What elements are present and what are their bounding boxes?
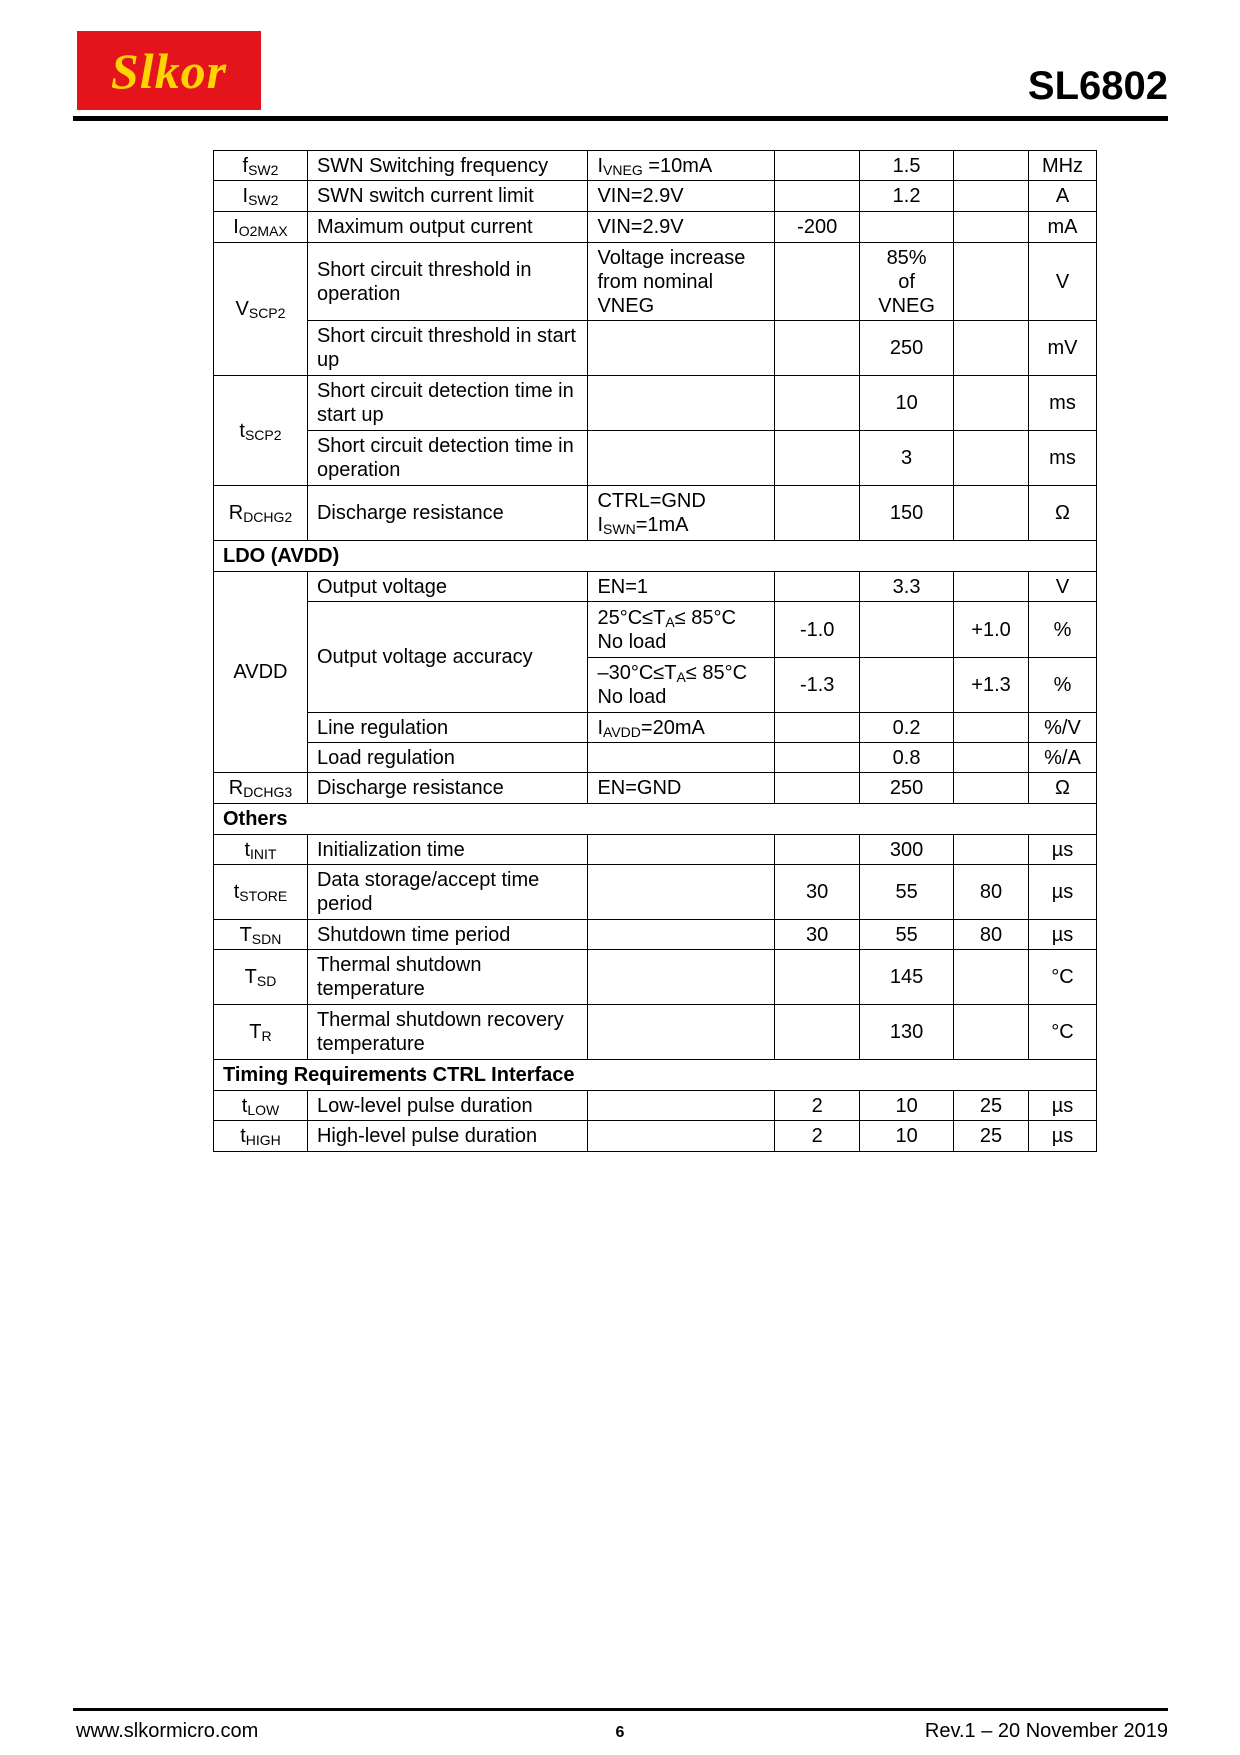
- table-row: Short circuit detection time in operation 3 ms: [214, 431, 1097, 486]
- table-row: $R_{DCHG3}$ Discharge resistance EN=GND 250 Ω: [214, 773, 1097, 804]
- table-row: AVDD Output voltage EN=1 3.3 V: [214, 572, 1097, 602]
- company-logo: [77, 31, 261, 110]
- table-row: $t_{SCP2}$ Short circuit detection time in start up 10 ms: [214, 376, 1097, 431]
- table-row: Output voltage accuracy $25^\circ C\le T_A\le 85^\circ C$ No load -1.0 +1.0 %: [214, 602, 1097, 658]
- document-number: SL6802: [1027, 64, 1168, 108]
- section-header: Others: [214, 804, 1097, 835]
- table-row: $f_{SW2}$ SWN Switching frequency $I_{VNEG} =10mA$ 1.5 MHz: [214, 151, 1097, 181]
- table-row: $T_{SD}$ Thermal shutdown temperature 145 °C: [214, 950, 1097, 1005]
- section-header: Timing Requirements CTRL Interface: [214, 1060, 1097, 1091]
- table-row: $t_{INIT}$ Initialization time 300 µs: [214, 835, 1097, 865]
- logo-text: Slkor: [110, 42, 228, 99]
- footer-revision: Rev.1 – 20 November 2019: [924, 1720, 1168, 1742]
- header-rule: [73, 116, 1168, 121]
- footer-website: www.slkormicro.com: [76, 1720, 259, 1742]
- electrical-characteristics-table: [213, 150, 1097, 1152]
- table-row: $I_{SW2}$ SWN switch current limit VIN=2.9V 1.2 A: [214, 181, 1097, 212]
- table-row: $t_{STORE}$ Data storage/accept time period 30 55 80 µs: [214, 865, 1097, 920]
- table-row: Short circuit threshold in start up 250 mV: [214, 321, 1097, 376]
- table-row: $R_{DCHG2}$ Discharge resistance CTRL=GND $I_{SWN}=1mA$ 150 Ω: [214, 486, 1097, 541]
- section-header: LDO (AVDD): [214, 541, 1097, 572]
- table-row: $t_{LOW}$ Low-level pulse duration 2 10 25 µs: [214, 1091, 1097, 1121]
- table-row: $-30^\circ C\le T_A\le 85^\circ C$ No load -1.3 +1.3 %: [214, 658, 1097, 713]
- table-row: $I_{O2MAX}$ Maximum output current VIN=2.9V -200 mA: [214, 212, 1097, 243]
- table-row: $t_{HIGH}$ High-level pulse duration 2 10 25 µs: [214, 1121, 1097, 1152]
- table-row: $T_R$ Thermal shutdown recovery temperature 130 °C: [214, 1005, 1097, 1060]
- footer-rule: [73, 1708, 1168, 1711]
- page-number: 6: [615, 1724, 625, 1741]
- table-row: Load regulation 0.8 %/A: [214, 743, 1097, 773]
- table-row: Line regulation $I_{AVDD}=20mA$ 0.2 %/V: [214, 713, 1097, 743]
- table-row: $V_{SCP2}$ Short circuit threshold in operation Voltage increase from nominal VNEG 85% of VNEG V: [214, 243, 1097, 321]
- table-row: $T_{SDN}$ Shutdown time period 30 55 80 µs: [214, 920, 1097, 950]
